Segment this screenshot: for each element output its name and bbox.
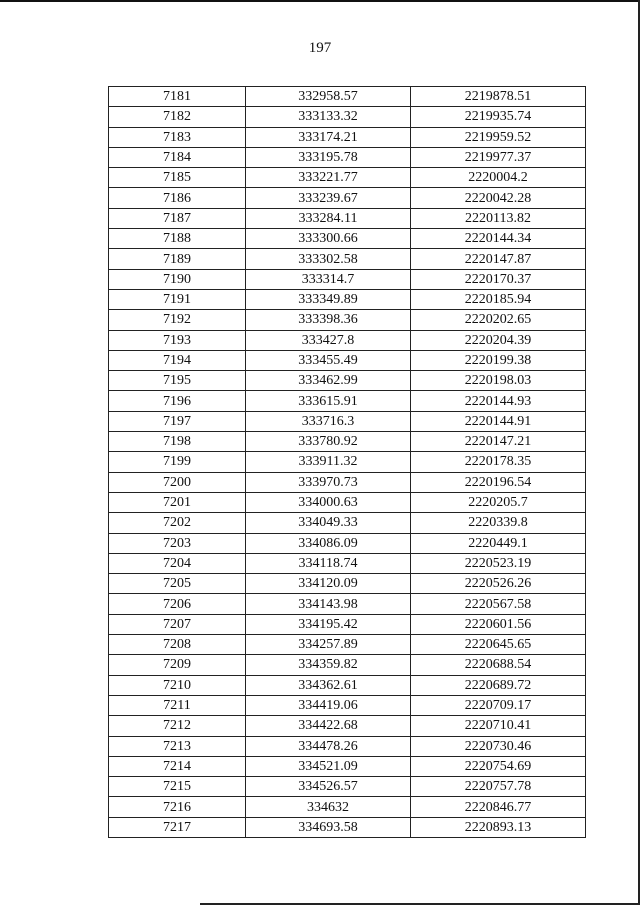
y-coordinate-cell: 2220178.35 [411,452,586,472]
point-number-cell: 7183 [109,127,246,147]
x-coordinate-cell: 333300.66 [246,229,411,249]
x-coordinate-cell: 333455.49 [246,350,411,370]
y-coordinate-cell: 2219935.74 [411,107,586,127]
x-coordinate-cell: 333911.32 [246,452,411,472]
x-coordinate-cell: 334693.58 [246,817,411,837]
point-number-cell: 7216 [109,797,246,817]
table-row [109,533,586,553]
table-row [109,229,586,249]
x-coordinate-cell: 333970.73 [246,472,411,492]
table-row [109,147,586,167]
table-row [109,675,586,695]
point-number-cell: 7195 [109,371,246,391]
x-coordinate-cell: 334521.09 [246,756,411,776]
table-row [109,594,586,614]
point-number-cell: 7190 [109,269,246,289]
x-coordinate-cell: 334419.06 [246,695,411,715]
y-coordinate-cell: 2220198.03 [411,371,586,391]
y-coordinate-cell: 2220113.82 [411,208,586,228]
table-row [109,391,586,411]
table-row [109,553,586,573]
x-coordinate-cell: 333427.8 [246,330,411,350]
x-coordinate-cell: 334118.74 [246,553,411,573]
y-coordinate-cell: 2220710.41 [411,716,586,736]
y-coordinate-cell: 2220147.87 [411,249,586,269]
x-coordinate-cell: 333615.91 [246,391,411,411]
point-number-cell: 7187 [109,208,246,228]
y-coordinate-cell: 2220185.94 [411,289,586,309]
x-coordinate-cell: 334526.57 [246,777,411,797]
y-coordinate-cell: 2220170.37 [411,269,586,289]
table-row [109,452,586,472]
y-coordinate-cell: 2220754.69 [411,756,586,776]
y-coordinate-cell: 2220147.21 [411,432,586,452]
point-number-cell: 7197 [109,411,246,431]
y-coordinate-cell: 2220893.13 [411,817,586,837]
page-number: 197 [308,40,332,56]
table-row [109,777,586,797]
table-row [109,249,586,269]
table-row [109,208,586,228]
point-number-cell: 7202 [109,513,246,533]
point-number-cell: 7184 [109,147,246,167]
table-row [109,411,586,431]
table-row [109,310,586,330]
table-row [109,371,586,391]
table-row [109,574,586,594]
table-row [109,289,586,309]
x-coordinate-cell: 334143.98 [246,594,411,614]
point-number-cell: 7208 [109,635,246,655]
table-row [109,432,586,452]
coordinates-table-body [109,87,586,838]
y-coordinate-cell: 2220689.72 [411,675,586,695]
point-number-cell: 7215 [109,777,246,797]
y-coordinate-cell: 2220199.38 [411,350,586,370]
point-number-cell: 7204 [109,553,246,573]
x-coordinate-cell: 332958.57 [246,87,411,107]
y-coordinate-cell: 2220601.56 [411,614,586,634]
table-row [109,350,586,370]
x-coordinate-cell: 333349.89 [246,289,411,309]
point-number-cell: 7207 [109,614,246,634]
point-number-cell: 7205 [109,574,246,594]
y-coordinate-cell: 2220523.19 [411,553,586,573]
table-row [109,87,586,107]
point-number-cell: 7201 [109,492,246,512]
point-number-cell: 7211 [109,695,246,715]
y-coordinate-cell: 2219959.52 [411,127,586,147]
table-row [109,168,586,188]
table-row [109,492,586,512]
table-row [109,635,586,655]
point-number-cell: 7181 [109,87,246,107]
y-coordinate-cell: 2220526.26 [411,574,586,594]
point-number-cell: 7186 [109,188,246,208]
point-number-cell: 7214 [109,756,246,776]
point-number-cell: 7213 [109,736,246,756]
point-number-cell: 7198 [109,432,246,452]
table-row [109,756,586,776]
scan-edge-top [0,0,640,2]
point-number-cell: 7192 [109,310,246,330]
y-coordinate-cell: 2220645.65 [411,635,586,655]
y-coordinate-cell: 2220846.77 [411,797,586,817]
point-number-cell: 7196 [109,391,246,411]
point-number-cell: 7203 [109,533,246,553]
table-row [109,655,586,675]
table-row [109,269,586,289]
x-coordinate-cell: 334257.89 [246,635,411,655]
point-number-cell: 7210 [109,675,246,695]
x-coordinate-cell: 333716.3 [246,411,411,431]
table-row [109,472,586,492]
x-coordinate-cell: 334422.68 [246,716,411,736]
table-row [109,513,586,533]
point-number-cell: 7188 [109,229,246,249]
table-row [109,817,586,837]
y-coordinate-cell: 2220688.54 [411,655,586,675]
y-coordinate-cell: 2220144.34 [411,229,586,249]
point-number-cell: 7189 [109,249,246,269]
y-coordinate-cell: 2220567.58 [411,594,586,614]
y-coordinate-cell: 2220144.91 [411,411,586,431]
point-number-cell: 7212 [109,716,246,736]
y-coordinate-cell: 2220204.39 [411,330,586,350]
table-row [109,330,586,350]
x-coordinate-cell: 334086.09 [246,533,411,553]
y-coordinate-cell: 2220709.17 [411,695,586,715]
x-coordinate-cell: 333398.36 [246,310,411,330]
x-coordinate-cell: 333174.21 [246,127,411,147]
y-coordinate-cell: 2219977.37 [411,147,586,167]
point-number-cell: 7194 [109,350,246,370]
y-coordinate-cell: 2220004.2 [411,168,586,188]
y-coordinate-cell: 2219878.51 [411,87,586,107]
y-coordinate-cell: 2220449.1 [411,533,586,553]
y-coordinate-cell: 2220202.65 [411,310,586,330]
table-row [109,107,586,127]
table-row [109,127,586,147]
x-coordinate-cell: 334000.63 [246,492,411,512]
point-number-cell: 7209 [109,655,246,675]
point-number-cell: 7206 [109,594,246,614]
x-coordinate-cell: 333284.11 [246,208,411,228]
table-row [109,614,586,634]
y-coordinate-cell: 2220144.93 [411,391,586,411]
x-coordinate-cell: 334195.42 [246,614,411,634]
y-coordinate-cell: 2220730.46 [411,736,586,756]
y-coordinate-cell: 2220042.28 [411,188,586,208]
x-coordinate-cell: 333314.7 [246,269,411,289]
y-coordinate-cell: 2220205.7 [411,492,586,512]
table-row [109,695,586,715]
x-coordinate-cell: 333780.92 [246,432,411,452]
table-row [109,188,586,208]
y-coordinate-cell: 2220757.78 [411,777,586,797]
x-coordinate-cell: 333462.99 [246,371,411,391]
x-coordinate-cell: 334359.82 [246,655,411,675]
x-coordinate-cell: 333302.58 [246,249,411,269]
x-coordinate-cell: 333133.32 [246,107,411,127]
point-number-cell: 7193 [109,330,246,350]
point-number-cell: 7185 [109,168,246,188]
x-coordinate-cell: 333239.67 [246,188,411,208]
point-number-cell: 7217 [109,817,246,837]
x-coordinate-cell: 334120.09 [246,574,411,594]
x-coordinate-cell: 333221.77 [246,168,411,188]
point-number-cell: 7182 [109,107,246,127]
table-row [109,716,586,736]
x-coordinate-cell: 334632 [246,797,411,817]
y-coordinate-cell: 2220339.8 [411,513,586,533]
point-number-cell: 7191 [109,289,246,309]
y-coordinate-cell: 2220196.54 [411,472,586,492]
table-row [109,736,586,756]
x-coordinate-cell: 334049.33 [246,513,411,533]
point-number-cell: 7200 [109,472,246,492]
table-row [109,797,586,817]
x-coordinate-cell: 334362.61 [246,675,411,695]
point-number-cell: 7199 [109,452,246,472]
x-coordinate-cell: 333195.78 [246,147,411,167]
x-coordinate-cell: 334478.26 [246,736,411,756]
coordinates-table [108,86,586,838]
